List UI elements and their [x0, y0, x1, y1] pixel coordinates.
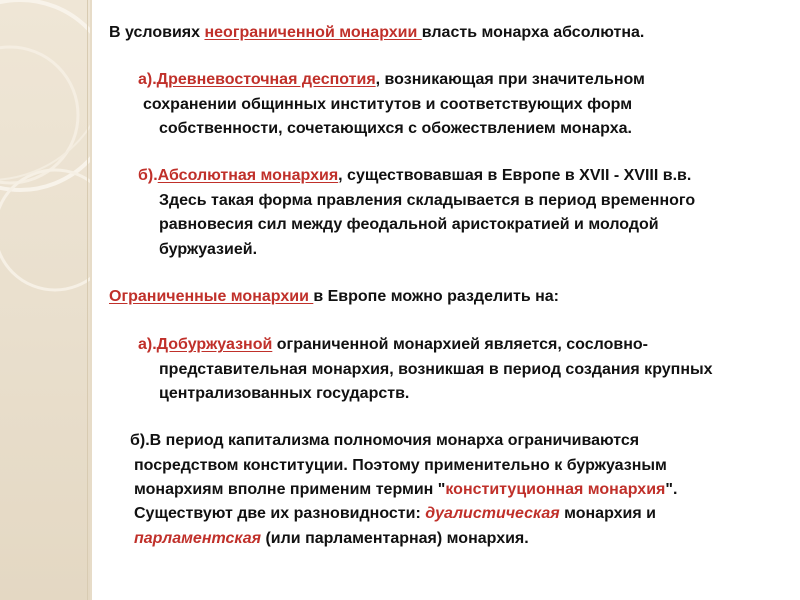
item-b-marker: б).: [138, 167, 158, 184]
limited-monarchy-term: Ограниченные монархии: [109, 288, 314, 305]
limited-b-line4: [134, 502, 656, 525]
intro-prefix: В условиях: [109, 24, 205, 41]
item-a-line2: сохранении общинных институтов и соответствующих форм: [143, 96, 633, 113]
item-a-marker: а).: [138, 71, 157, 88]
item-a-line1-text: , возникающая при значительном: [375, 71, 645, 88]
limited-a-line3: централизованных государств.: [159, 385, 410, 402]
item-b-line2: Здесь такая форма правления складывается в период временного: [159, 192, 696, 209]
limited-b-line5-suffix: (или парламентарная) монархия.: [261, 530, 529, 547]
limited-b-line3-prefix: монархиям вполне применим термин ": [134, 481, 446, 498]
limited-b-line4-suffix: монархия и: [559, 505, 656, 522]
pre-bourgeois-term: Добуржуазной: [156, 336, 273, 353]
parliamentary-term: парламентская: [134, 530, 262, 547]
limited-a-line1: [138, 333, 648, 356]
item-b-line1: [138, 164, 691, 187]
limited-monarchy-line: [109, 285, 559, 308]
intro-suffix: власть монарха абсолютна.: [421, 24, 645, 41]
limited-b-line1: б).В период капитализма полномочия монарха ограничиваются: [130, 432, 640, 449]
unlimited-monarchy-term: неограниченной монархии: [204, 24, 422, 41]
limited-b-line5: [134, 527, 529, 550]
oriental-despotism-term: Древневосточная деспотия: [156, 71, 376, 88]
limited-a-marker: а).: [138, 336, 157, 353]
limited-a-line1-text: ограниченной монархией является, сословно-: [272, 336, 648, 353]
item-a-line1: [138, 68, 645, 91]
limited-b-line3-suffix: ".: [665, 481, 678, 498]
dualistic-term: дуалистическая: [425, 505, 560, 522]
intro-line: [109, 21, 644, 44]
item-a-line3: собственности, сочетающихся с обожествлением монарха.: [159, 120, 632, 137]
limited-a-line2: представительная монархия, возникшая в период создания крупных: [159, 361, 713, 378]
item-b-line4: буржуазией.: [159, 241, 258, 258]
item-b-line1-text: , существовавшая в Европе в XVII - XVIII в.в.: [338, 167, 692, 184]
item-b-line3: равновесия сил между феодальной аристократией и молодой: [159, 216, 659, 233]
limited-monarchy-suffix: в Европе можно разделить на:: [313, 288, 559, 305]
limited-b-line2: посредством конституции. Поэтому применительно к буржуазным: [134, 457, 667, 474]
absolute-monarchy-term: Абсолютная монархия: [157, 167, 339, 184]
limited-b-line3: [134, 478, 677, 501]
constitutional-monarchy-term: конституционная монархия: [445, 481, 666, 498]
limited-b-line4-prefix: Существуют две их разновидности:: [134, 505, 426, 522]
